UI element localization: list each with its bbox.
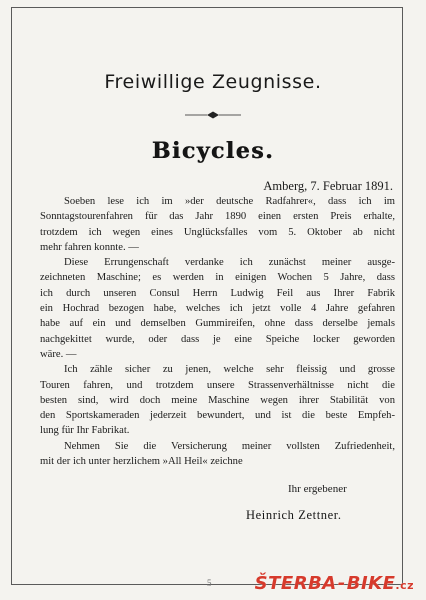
text-line: den Sportskameraden jederzeit bewundert, und ist die beste Empfeh- [40, 410, 395, 422]
watermark-tld: .cz [395, 579, 414, 592]
text-line: wäre. — [40, 348, 77, 360]
text-line: mehr fahren konnte. — [40, 241, 139, 253]
closing-phrase: Ihr ergebener [288, 483, 347, 495]
text-line: ich durch unseren Consul Herrn Ludwig Feil aus Ihrer Fabrik [40, 287, 395, 299]
watermark-site: BIKE [346, 573, 396, 594]
site-watermark [255, 573, 414, 594]
text-line: besten sind, wird doch meine Maschine wegen ihrer Stabilität von [40, 394, 395, 406]
text-line: lung für Ihr Fabrikat. [40, 425, 130, 437]
page-title: Freiwillige Zeugnisse. [104, 71, 322, 93]
text-line: ein Hochrad bezogen habe, welches ich jetzt volle 4 Jahre gefahren [40, 303, 395, 315]
text-line: Touren fahren, und trotzdem unsere Strassenverhältnisse nicht die [40, 379, 395, 391]
dateline: Amberg, 7. Februar 1891. [263, 179, 393, 193]
letter-body [40, 194, 395, 469]
watermark-separator: - [337, 573, 346, 594]
ornament-divider-icon [185, 111, 241, 119]
text-line: Diese Errungenschaft verdanke ich zunächst meiner ausge- [64, 257, 395, 269]
text-line: Sonntagstourenfahren für das Jahr 1890 einen ersten Preis erhalte, [40, 211, 395, 223]
text-line: mit der ich unter herzlichem »All Heil« zeichne [40, 456, 243, 468]
page-number: 5 [207, 578, 212, 588]
text-line: Nehmen Sie die Versicherung meiner vollsten Zufriedenheit, [64, 440, 395, 452]
text-line: zeichneten Maschine; es werden in einigen Wochen 5 Jahre, dass [40, 272, 395, 284]
signature-name: Heinrich Zettner. [246, 508, 342, 522]
section-heading: Bicycles. [151, 138, 275, 164]
text-line: Ich zähle sicher zu jenen, welche sehr fleissig und grosse [64, 364, 395, 376]
text-line: trotzdem ich wegen eines Unglücksfalles vom 5. Oktober ab nicht [40, 226, 395, 238]
watermark-brand: ŠTERBA [254, 573, 337, 594]
text-line: Soeben lese ich im »der deutsche Radfahrer«, dass ich im [64, 196, 395, 207]
text-line: nachgekittet wurde, oder dass je eine Speiche locker geworden [40, 333, 395, 345]
text-line: habe auf ein und demselben Gummireifen, ohne dass derselbe jemals [40, 318, 395, 330]
